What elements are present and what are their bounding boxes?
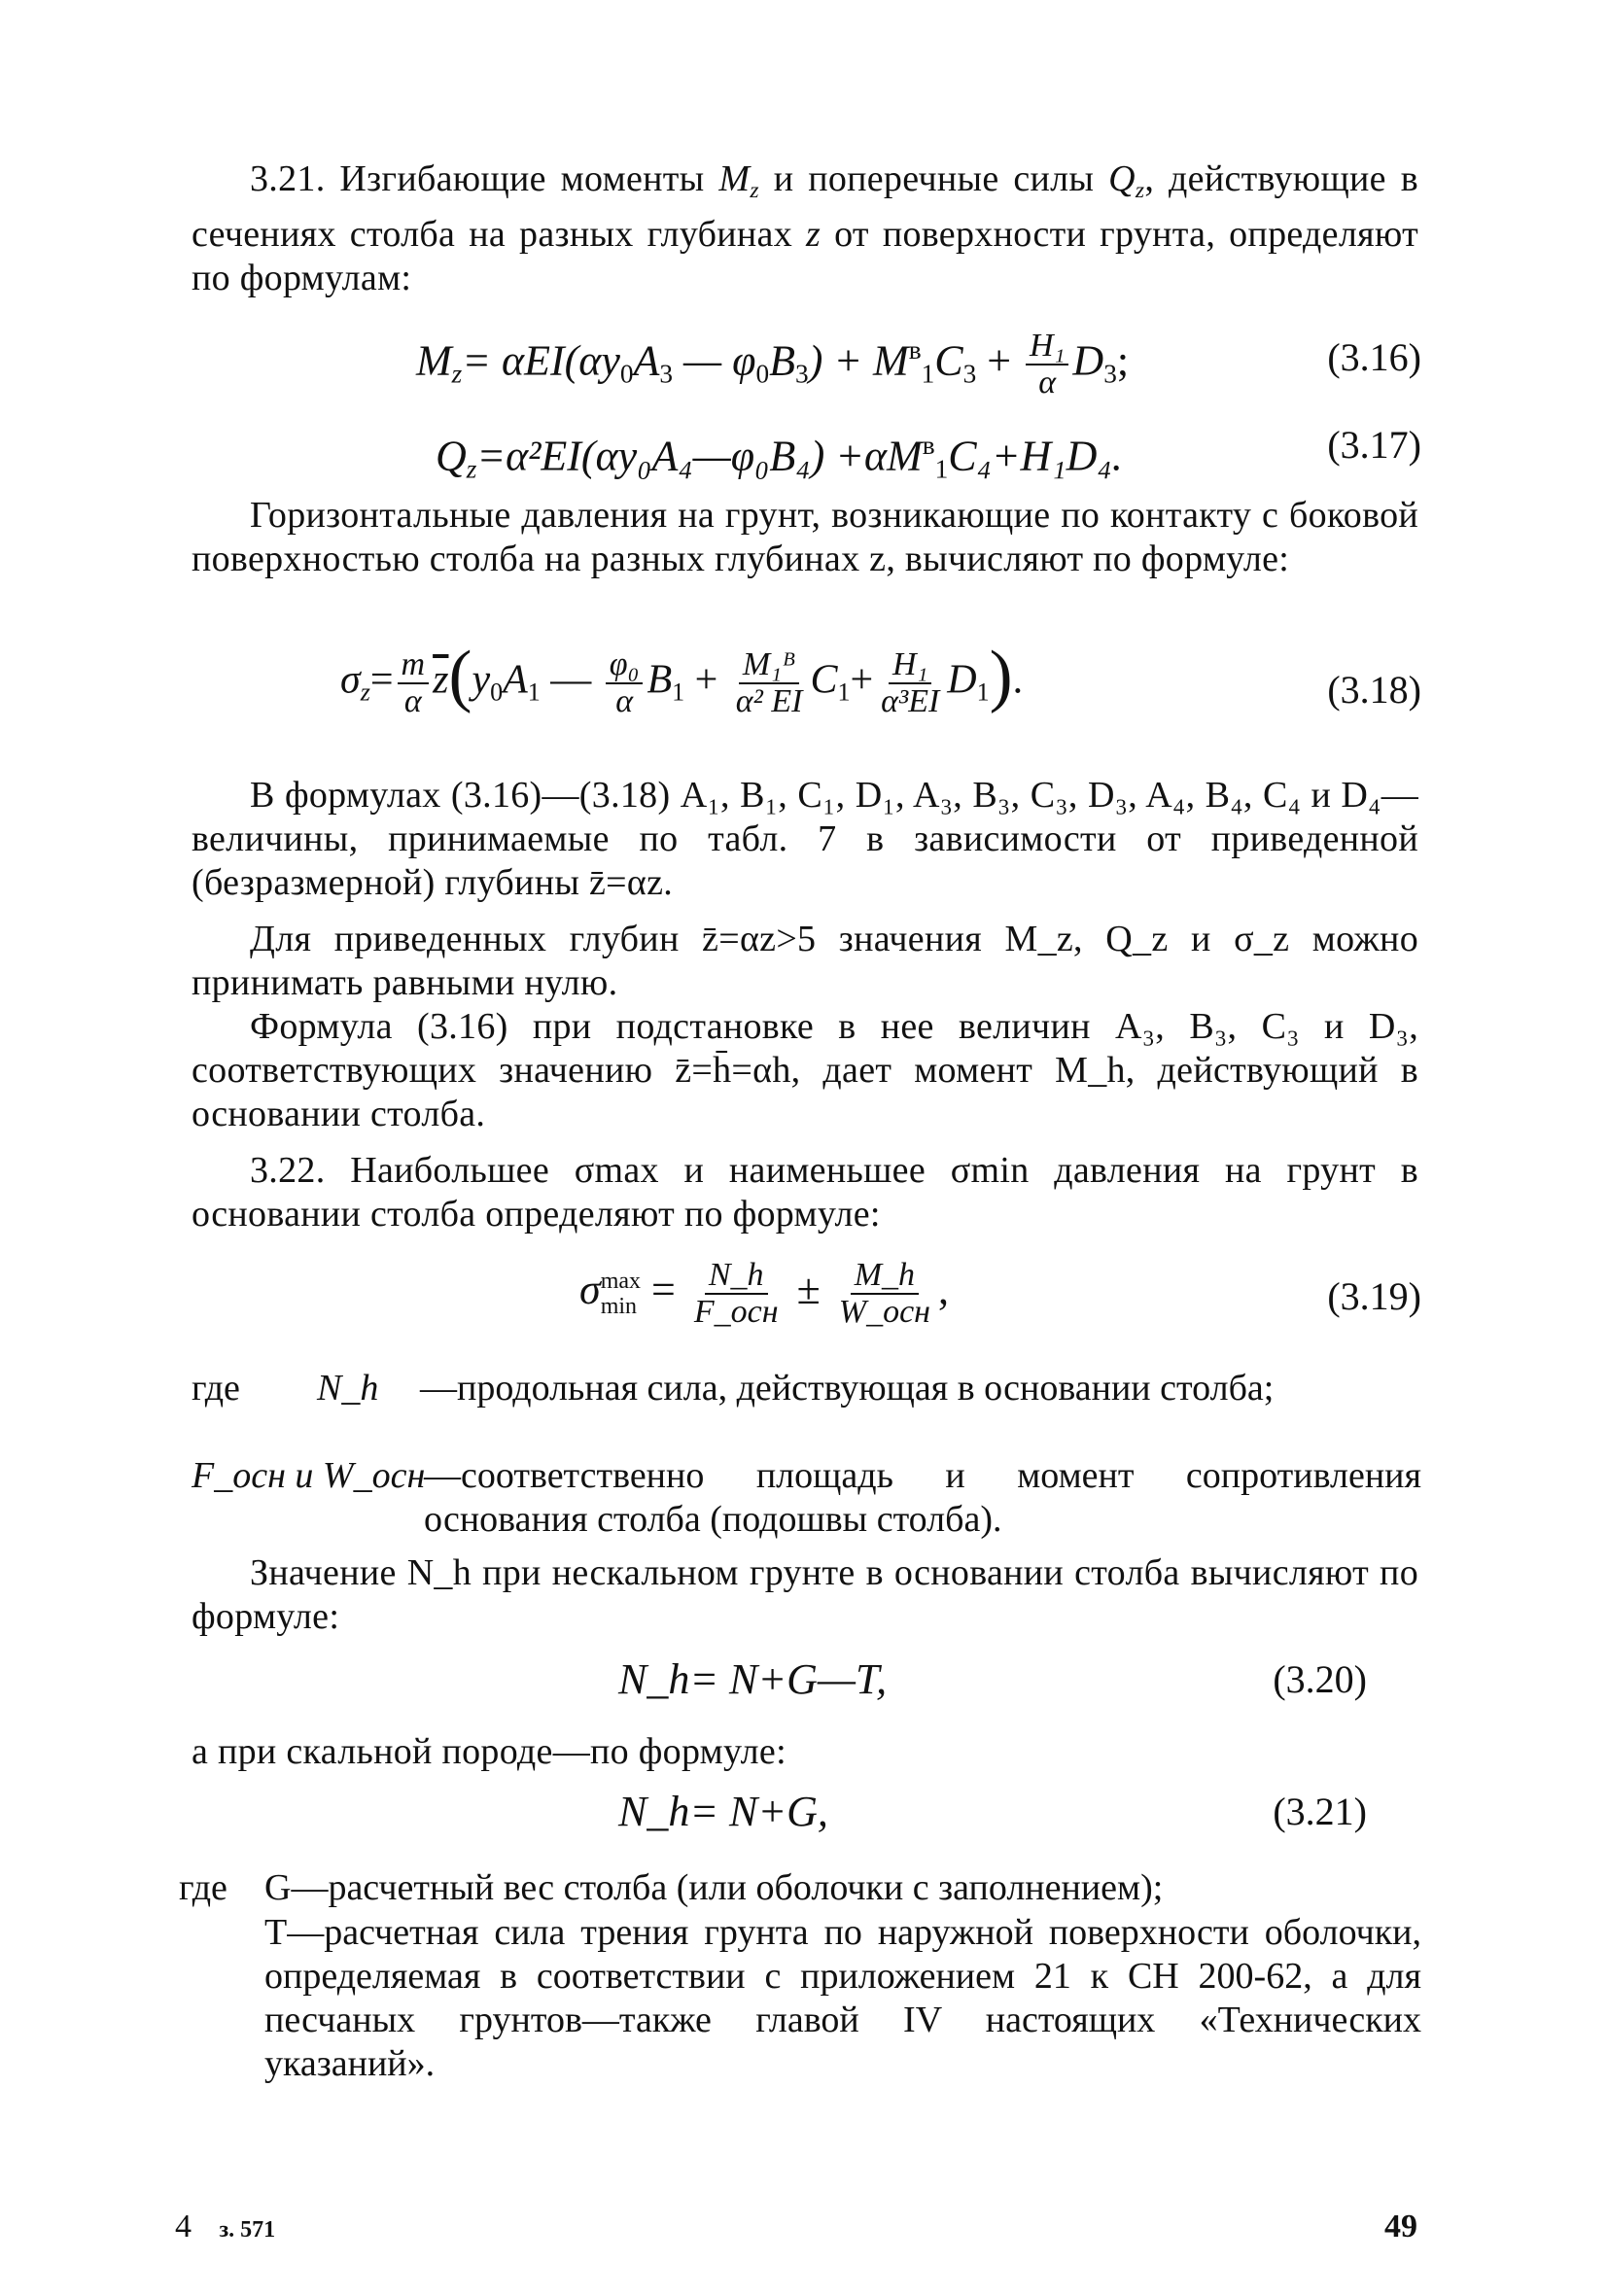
denominator: F_осн xyxy=(693,1294,779,1330)
denominator: α² EI xyxy=(735,683,803,719)
eq-text: M xyxy=(416,336,452,385)
eq-text: = xyxy=(651,1266,676,1314)
equation-number: (3.21) xyxy=(1273,1790,1367,1833)
eq-sub: 3 xyxy=(795,359,809,389)
eq-fraction xyxy=(606,647,644,719)
eq-sub: 0 xyxy=(490,678,504,707)
eq-fraction xyxy=(690,1258,783,1330)
symbol-m: M xyxy=(718,158,751,199)
eq-text: Q xyxy=(436,432,467,480)
symbol: N_h xyxy=(317,1368,379,1409)
equation-3-16 xyxy=(416,323,1129,401)
eq-sub: 3 xyxy=(1103,359,1117,389)
eq-sub: 0 xyxy=(755,359,770,389)
right-paren: ) xyxy=(989,636,1013,714)
where-item-f-w xyxy=(192,1454,425,1498)
denominator: W_осн xyxy=(838,1294,931,1330)
eq-fraction xyxy=(398,647,430,719)
where-item-nh-text: —продольная сила, действующая в основании столба; xyxy=(420,1368,1275,1409)
eq-text: . xyxy=(1012,657,1024,703)
section-number: 3.21. xyxy=(250,158,326,199)
where-item-t xyxy=(264,1911,1421,2086)
eq-sub: 1 xyxy=(837,678,851,707)
where-item-g: G—расчетный вес столба (или оболочки с заполнением); xyxy=(264,1867,1164,1908)
text: , действующие в сечениях столба на разных глубинах xyxy=(192,158,1418,256)
text: T—расчетная сила трения грунта по наружной поверхности оболочки, определяемая в соответствии с приложением 21 к СН 200-62, а для песчаных грунтов—также главой IV настоящих «Технических указаний». xyxy=(264,1912,1421,2084)
equation-number: (3.18) xyxy=(1327,668,1421,712)
paragraph-rock: а при скальной породе—по формуле: xyxy=(192,1731,787,1772)
equation-number: (3.19) xyxy=(1327,1274,1421,1318)
eq-text: D xyxy=(947,657,977,703)
eq-fraction xyxy=(835,1258,934,1330)
footer-code: з. 571 xyxy=(219,2217,276,2243)
eq-text: σ xyxy=(579,1266,601,1314)
eq-text: + xyxy=(850,657,874,703)
eq-text: C₄+H₁D₄. xyxy=(948,432,1123,480)
eq-text: + xyxy=(976,336,1023,385)
page-number: 49 xyxy=(1384,2209,1417,2244)
left-paren: ( xyxy=(448,636,472,714)
paragraph-3-21 xyxy=(192,157,1418,300)
text: Изгибающие моменты xyxy=(339,158,705,199)
eq-sup: в xyxy=(922,431,935,460)
eq-fraction xyxy=(732,647,807,719)
paragraph-pressures: Горизонтальные давления на грунт, возникающие по контакту с боковой поверхностью столба на разных глубинах z, вычисляют по формуле: xyxy=(192,495,1418,579)
denominator: α xyxy=(403,683,422,719)
eq-text: σ xyxy=(340,657,361,703)
paragraph-3-22: 3.22. Наибольшее σmax и наименьшее σmin давления на грунт в основании столба определяют по формуле: xyxy=(192,1150,1418,1235)
eq-text: ; xyxy=(1116,336,1130,385)
footer-sheet-number: 4 xyxy=(175,2209,192,2244)
numerator: N_h xyxy=(705,1258,768,1295)
eq-text: = αEI(αy xyxy=(462,336,620,385)
where-item-f-w-text: —соответственно площадь и момент сопротивления основания столба (подошвы столба). xyxy=(424,1455,1421,1540)
equation-number: (3.20) xyxy=(1273,1657,1367,1701)
eq-text: B xyxy=(647,657,673,703)
eq-sub: 3 xyxy=(962,359,977,389)
eq-sub: max xyxy=(600,1269,642,1294)
denominator: α xyxy=(615,683,634,719)
subscript: z xyxy=(750,178,759,204)
numerator: M_h xyxy=(851,1258,919,1295)
where-word: где xyxy=(192,1368,240,1409)
footer-signature xyxy=(175,2209,275,2245)
eq-sub: 1 xyxy=(921,359,935,389)
equation-3-20: N_h= N+G—T, xyxy=(618,1655,888,1703)
eq-sub: 1 xyxy=(672,678,685,707)
eq-sub: z xyxy=(360,678,370,707)
paragraph-zero-values: Для приведенных глубин z̄=αz>5 значения M_z, Q_z и σ_z можно принимать равными нулю. xyxy=(192,919,1418,1003)
text: и поперечные силы xyxy=(773,158,1095,199)
equation-3-21: N_h= N+G, xyxy=(618,1788,828,1835)
eq-text: B xyxy=(769,336,796,385)
equation-3-18 xyxy=(340,636,1024,719)
eq-text: + xyxy=(694,657,718,703)
eq-text: C xyxy=(934,336,963,385)
eq-text: C xyxy=(810,657,838,703)
denominator: α³EI xyxy=(881,683,940,719)
numerator: M₁ᴮ xyxy=(739,647,799,684)
numerator: H₁ xyxy=(889,647,931,684)
eq-fraction xyxy=(877,647,943,719)
eq-sup: в xyxy=(908,335,922,365)
eq-text: ) + M xyxy=(808,336,909,385)
eq-text: A xyxy=(503,657,528,703)
eq-sub: min xyxy=(600,1294,638,1319)
text: от поверхности грунта, определяют по формулам: xyxy=(192,214,1418,299)
where-word: где xyxy=(179,1867,227,1908)
eq-text: = xyxy=(369,657,394,703)
eq-sub: z xyxy=(466,454,477,484)
equation-number: (3.16) xyxy=(1327,335,1421,379)
equation-3-19 xyxy=(579,1258,949,1330)
eq-sub: 3 xyxy=(659,359,674,389)
eq-text: — xyxy=(550,657,592,703)
eq-text: , xyxy=(938,1266,950,1314)
eq-subscripts xyxy=(601,1269,641,1319)
where-item-nh xyxy=(317,1367,378,1410)
eq-text: A xyxy=(633,336,660,385)
equation-3-17 xyxy=(436,418,1123,497)
numerator: m xyxy=(398,647,430,684)
eq-sub: 1 xyxy=(934,454,949,484)
denominator: α xyxy=(1038,365,1057,401)
symbol: F_осн и W_осн xyxy=(192,1455,426,1496)
eq-text: =α²EI(αy₀A₄—φ₀B₄) +αM xyxy=(476,432,923,480)
paragraph-nh: Значение N_h при нескальном грунте в основании столба вычисляют по формуле: xyxy=(192,1552,1418,1637)
numerator: H₁ xyxy=(1026,329,1068,365)
equation-number: (3.17) xyxy=(1327,423,1421,467)
eq-sub: 1 xyxy=(976,678,990,707)
numerator: φ₀ xyxy=(606,647,644,684)
paragraph-formulas-note: В формулах (3.16)—(3.18) A₁, B₁, C₁, D₁, A₃, B₃, C₃, D₃, A₄, B₄, C₄ и D₄—величины, принимаемые по табл. 7 в зависимости от приведенной (безразмерной) глубины z̄=αz. xyxy=(192,775,1418,903)
eq-text: y xyxy=(472,657,491,703)
eq-sub: 1 xyxy=(527,678,541,707)
eq-text: $\overline{z}$ xyxy=(433,657,449,703)
paragraph-moment-base: Формула (3.16) при подстановке в нее величин A₃, B₃, C₃ и D₃, соответствующих значению z̄=h̄=αh, дает момент M_h, действующий в основании столба. xyxy=(192,1006,1418,1134)
subscript: z xyxy=(1135,178,1145,204)
eq-text: D xyxy=(1072,336,1104,385)
eq-text: ± xyxy=(796,1266,821,1314)
eq-sub: 0 xyxy=(619,359,634,389)
symbol-z: z xyxy=(806,214,821,256)
symbol-q: Q xyxy=(1108,158,1136,199)
eq-fraction xyxy=(1026,329,1068,400)
eq-sub: z xyxy=(451,359,463,389)
eq-text: — φ xyxy=(673,336,756,385)
